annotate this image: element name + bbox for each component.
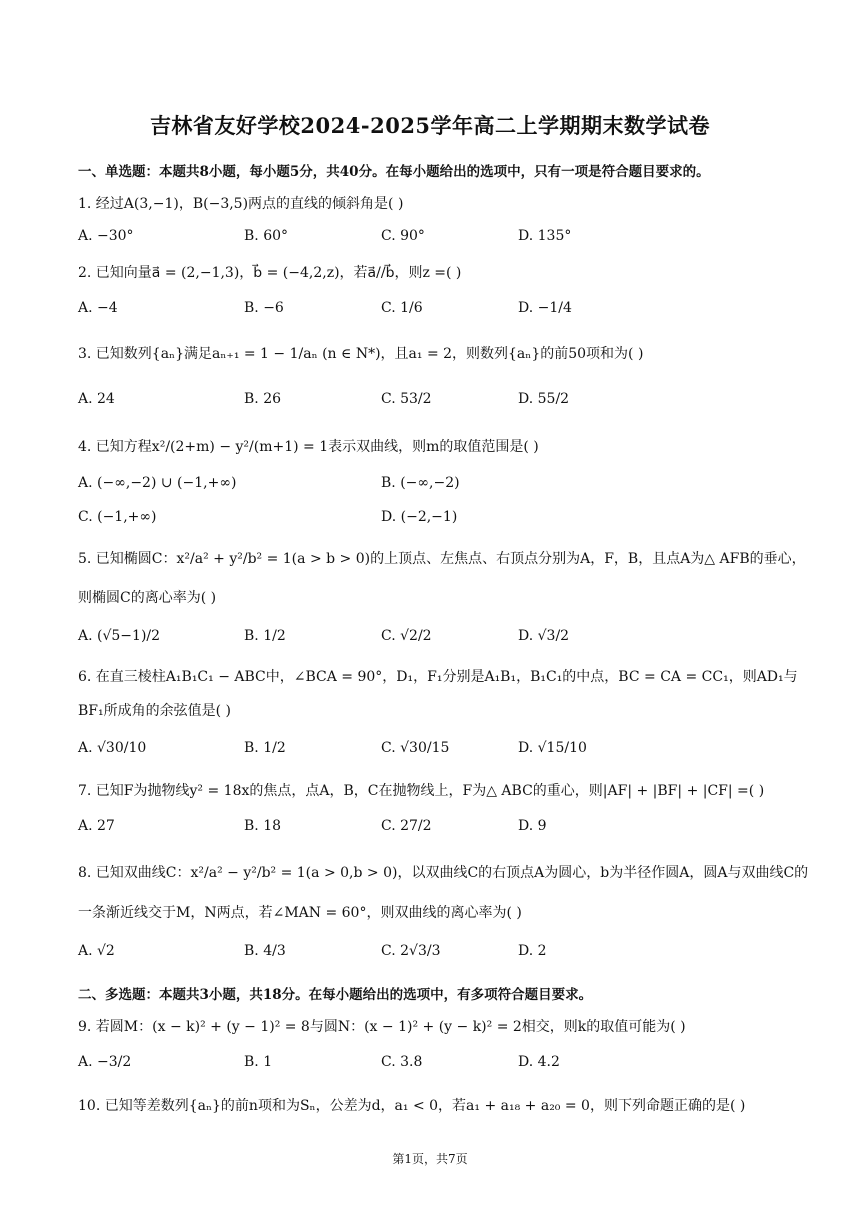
q8-option-a: A. √2 [78, 943, 115, 959]
question-5: 5. 已知椭圆C：x²/a² + y²/b² = 1(a > b > 0)的上顶点、左焦点、右顶点分别为A，F，B，且点A为△ AFB的垂心， [78, 551, 806, 567]
q6-option-a: A. √30/10 [78, 740, 147, 756]
q8-option-c: C. 2√3/3 [381, 943, 441, 959]
q7-option-c: C. 27/2 [381, 818, 432, 834]
q9-option-d: D. 4.2 [518, 1054, 560, 1070]
q1-option-a: A. −30° [78, 228, 134, 244]
q3-option-a: A. 24 [78, 391, 115, 407]
q7-option-d: D. 9 [518, 818, 547, 834]
page-footer: 第1页，共7页 [392, 1152, 468, 1166]
question-7: 7. 已知F为抛物线y² = 18x的焦点，点A，B，C在抛物线上，F为△ ABC的重心，则|AF| + |BF| + |CF| =( ) [78, 783, 765, 799]
q1-option-b: B. 60° [244, 228, 289, 244]
q9-option-a: A. −3/2 [78, 1054, 132, 1070]
q5-option-c: C. √2/2 [381, 628, 432, 644]
question-2: 2. 已知向量a⃗ = (2,−1,3)，b⃗ = (−4,2,z)，若a⃗//b⃗，则z =( ) [78, 265, 462, 281]
question-4: 4. 已知方程x²/(2+m) − y²/(m+1) = 1表示双曲线，则m的取值范围是( ) [78, 439, 539, 455]
q4-option-d: D. (−2,−1) [381, 509, 458, 525]
section-multi-choice: 二、多选题：本题共3小题，共18分。在每小题给出的选项中，有多项符合题目要求。 [78, 987, 593, 1003]
q4-option-a: A. (−∞,−2) ∪ (−1,+∞) [78, 475, 237, 491]
q7-option-b: B. 18 [244, 818, 282, 834]
q9-option-c: C. 3.8 [381, 1054, 423, 1070]
question-6-line-2: BF₁所成角的余弦值是( ) [78, 703, 231, 719]
q1-option-c: C. 90° [381, 228, 425, 244]
q4-option-b: B. (−∞,−2) [381, 475, 460, 491]
question-10: 10. 已知等差数列{aₙ}的前n项和为Sₙ，公差为d，a₁ < 0，若a₁ + a₁₈ + a₂₀ = 0，则下列命题正确的是( ) [78, 1098, 746, 1114]
question-3: 3. 已知数列{aₙ}满足aₙ₊₁ = 1 − 1/aₙ (n ∈ N*)，且a₁ = 2，则数列{aₙ}的前50项和为( ) [78, 346, 644, 362]
q8-option-d: D. 2 [518, 943, 547, 959]
q8-option-b: B. 4/3 [244, 943, 286, 959]
question-9: 9. 若圆M：(x − k)² + (y − 1)² = 8与圆N：(x − 1)² + (y − k)² = 2相交，则k的取值可能为( ) [78, 1019, 686, 1035]
question-1: 1. 经过A(3,−1)，B(−3,5)两点的直线的倾斜角是( ) [78, 196, 404, 212]
q5-option-b: B. 1/2 [244, 628, 286, 644]
q3-option-b: B. 26 [244, 391, 282, 407]
q2-option-c: C. 1/6 [381, 300, 423, 316]
q4-option-c: C. (−1,+∞) [78, 509, 157, 525]
question-5-line-2: 则椭圆C的离心率为( ) [78, 590, 217, 606]
q9-option-b: B. 1 [244, 1054, 273, 1070]
q3-option-d: D. 55/2 [518, 391, 570, 407]
q6-option-c: C. √30/15 [381, 740, 450, 756]
q2-option-a: A. −4 [78, 300, 118, 316]
q1-option-d: D. 135° [518, 228, 572, 244]
section-single-choice: 一、单选题：本题共8小题，每小题5分，共40分。在每小题给出的选项中，只有一项是符合题目要求的。 [78, 164, 710, 180]
q5-option-d: D. √3/2 [518, 628, 570, 644]
q2-option-d: D. −1/4 [518, 300, 572, 316]
q6-option-b: B. 1/2 [244, 740, 286, 756]
page-title: 吉林省友好学校2024-2025学年高二上学期期末数学试卷 [149, 113, 711, 138]
q3-option-c: C. 53/2 [381, 391, 432, 407]
question-8-line-2: 一条渐近线交于M，N两点，若∠MAN = 60°，则双曲线的离心率为( ) [78, 905, 522, 921]
q6-option-d: D. √15/10 [518, 740, 587, 756]
q7-option-a: A. 27 [78, 818, 115, 834]
question-8: 8. 已知双曲线C：x²/a² − y²/b² = 1(a > 0,b > 0)，以双曲线C的右顶点A为圆心，b为半径作圆A，圆A与双曲线C的 [78, 865, 809, 881]
q2-option-b: B. −6 [244, 300, 284, 316]
question-6: 6. 在直三棱柱A₁B₁C₁ − ABC中，∠BCA = 90°，D₁，F₁分别是A₁B₁，B₁C₁的中点，BC = CA = CC₁，则AD₁与 [78, 669, 798, 685]
q5-option-a: A. (√5−1)/2 [78, 628, 161, 644]
